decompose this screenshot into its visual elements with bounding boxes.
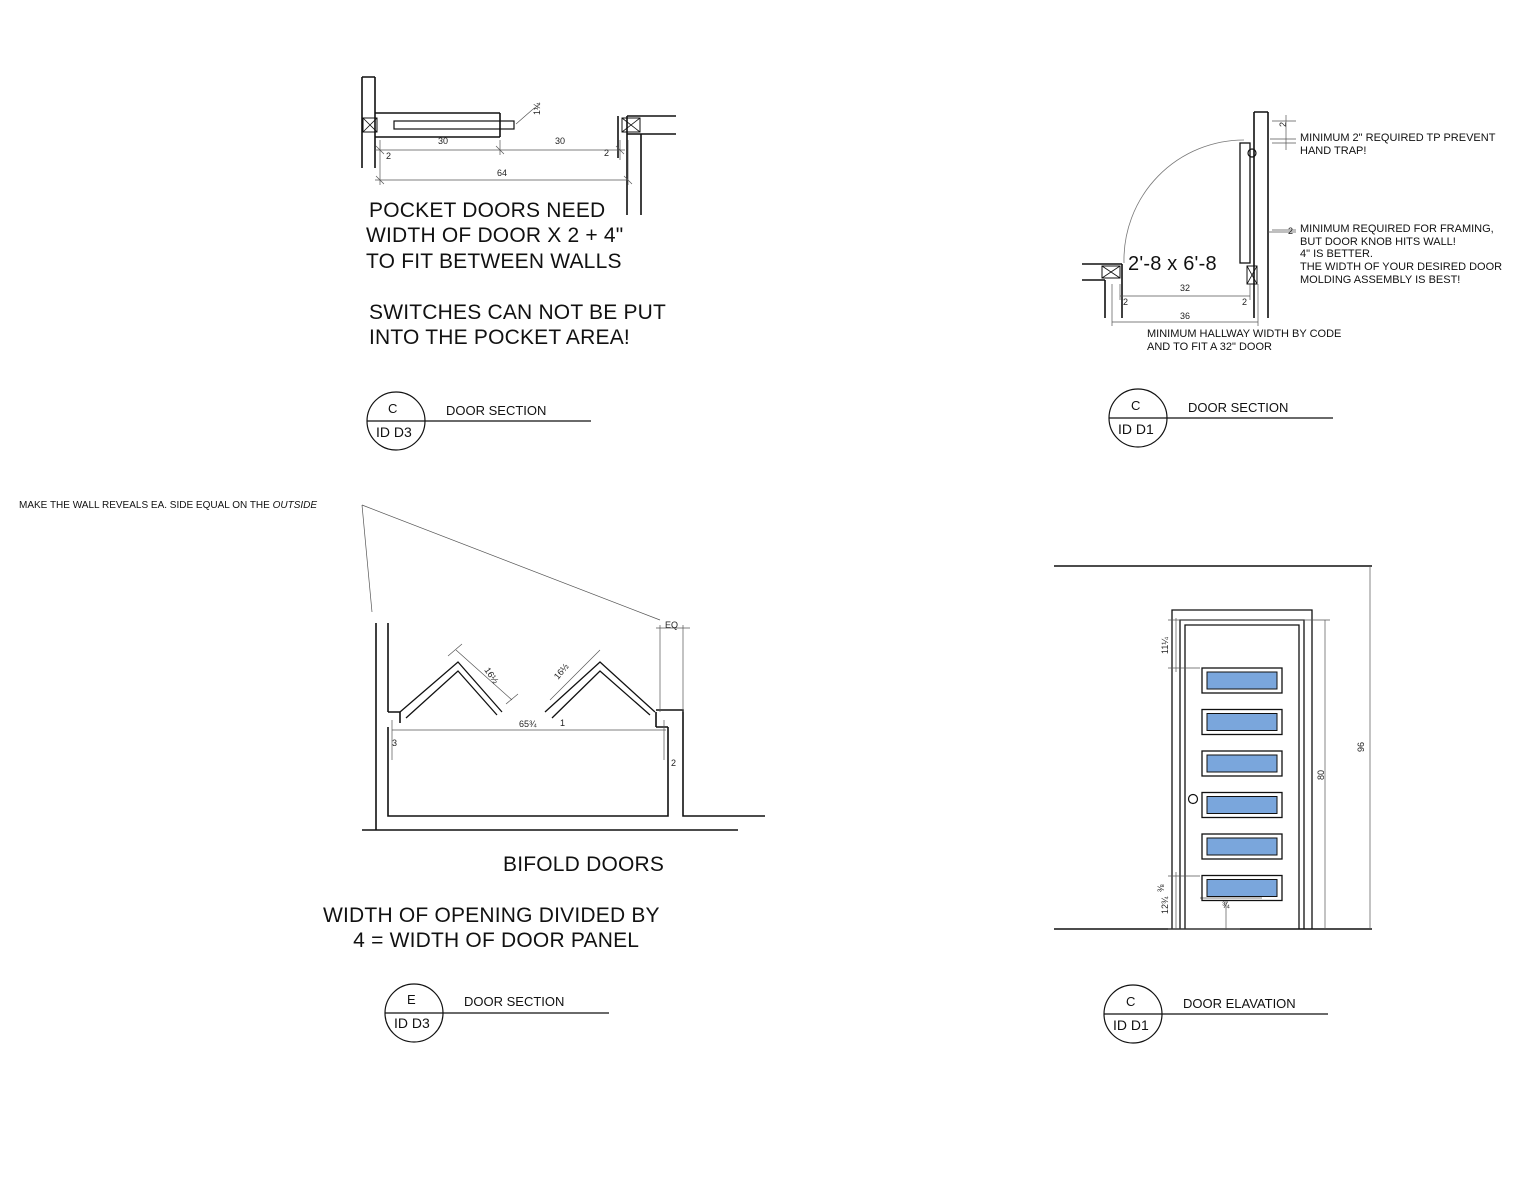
dim-1: 1: [560, 718, 566, 728]
dim-16-left: 16½: [482, 665, 501, 686]
dim-2-right: 2: [604, 148, 610, 158]
note-hallway-line-2: AND TO FIT A 32" DOOR: [1147, 341, 1272, 353]
swing-door-section: [1082, 112, 1296, 326]
bifold-rule-line-1: WIDTH OF OPENING DIVIDED BY: [323, 904, 660, 927]
dim-32: 32: [1180, 283, 1191, 293]
dim-2-br: 2: [1242, 297, 1248, 307]
tag-title: DOOR SECTION: [1188, 400, 1289, 415]
tag-title: DOOR SECTION: [464, 994, 565, 1009]
note-hand-trap-line-1: MINIMUM 2" REQUIRED TP PREVENT: [1300, 132, 1496, 144]
tag-title: DOOR SECTION: [446, 403, 547, 418]
dim-11-1-4: 11¼: [1160, 637, 1170, 654]
dim-80: 80: [1316, 769, 1326, 780]
tag-letter: C: [388, 401, 398, 416]
dim-96: 96: [1356, 741, 1366, 752]
dim-1-1-4: 1¼: [532, 102, 542, 115]
dim-2-bl: 2: [1123, 297, 1129, 307]
note-hand-trap-line-2: HAND TRAP!: [1300, 145, 1367, 157]
note-framing-line-1: MINIMUM REQUIRED FOR FRAMING,: [1300, 223, 1494, 235]
dim-2-top: 2: [1278, 121, 1288, 127]
tag-letter: C: [1126, 994, 1136, 1009]
tag-letter: E: [407, 992, 416, 1007]
glass-lite: [1207, 797, 1277, 814]
pocket-door-rule-line-2: WIDTH OF DOOR X 2 + 4": [366, 224, 624, 247]
dim-3-4: ¾: [1222, 900, 1230, 910]
pocket-door-rule-line-3: TO FIT BETWEEN WALLS: [366, 250, 622, 273]
tag-sheet: ID D1: [1118, 421, 1154, 437]
tag-sheet: ID D1: [1113, 1017, 1149, 1033]
pocket-door-rule-line-1: POCKET DOORS NEED: [369, 199, 606, 222]
tag-sheet: ID D3: [376, 424, 412, 440]
note-framing-line-4: THE WIDTH OF YOUR DESIRED DOOR: [1300, 261, 1503, 273]
dim-3: 3: [392, 738, 398, 748]
glass-lite: [1207, 714, 1277, 731]
glass-lites: [1202, 668, 1282, 901]
dim-2-left: 2: [386, 151, 392, 161]
switch-warning-line-2: INTO THE POCKET AREA!: [369, 326, 630, 349]
bifold-rule-line-2: 4 = WIDTH OF DOOR PANEL: [323, 929, 640, 952]
glass-lite: [1207, 838, 1277, 855]
dim-65: 65¾: [519, 719, 537, 729]
reveal-note: MAKE THE WALL REVEALS EA. SIDE EQUAL ON THE OUTSIDE: [19, 500, 318, 511]
dim-64: 64: [497, 168, 508, 178]
dim-16-right: 16½: [551, 661, 571, 682]
note-hallway-line-1: MINIMUM HALLWAY WIDTH BY CODE: [1147, 328, 1342, 340]
door-size-label: 2'-8 x 6'-8: [1128, 253, 1217, 275]
tag-letter: C: [1131, 398, 1141, 413]
bifold-title: BIFOLD DOORS: [503, 853, 665, 876]
dim-2-mid: 2: [1288, 226, 1294, 236]
dim-36: 36: [1180, 311, 1191, 321]
glass-lite: [1207, 755, 1277, 772]
dim-eq: EQ: [665, 620, 679, 630]
tag-sheet: ID D3: [394, 1015, 430, 1031]
tag-title: DOOR ELAVATION: [1183, 996, 1296, 1011]
dim-2-bifold: 2: [671, 758, 677, 768]
note-framing-line-3: 4" IS BETTER.: [1300, 248, 1373, 260]
note-framing-line-5: MOLDING ASSEMBLY IS BEST!: [1300, 274, 1461, 286]
switch-warning-line-1: SWITCHES CAN NOT BE PUT: [369, 301, 667, 324]
dim-12-3-4: 12¾: [1160, 896, 1170, 914]
pocket-door-section: [362, 77, 676, 215]
glass-lite: [1207, 672, 1277, 689]
dim-30-right: 30: [555, 136, 566, 146]
dim-30-left: 30: [438, 136, 449, 146]
note-framing-line-2: BUT DOOR KNOB HITS WALL!: [1300, 236, 1456, 248]
dim-3-8: ⅜: [1156, 884, 1166, 892]
glass-lite: [1207, 880, 1277, 897]
